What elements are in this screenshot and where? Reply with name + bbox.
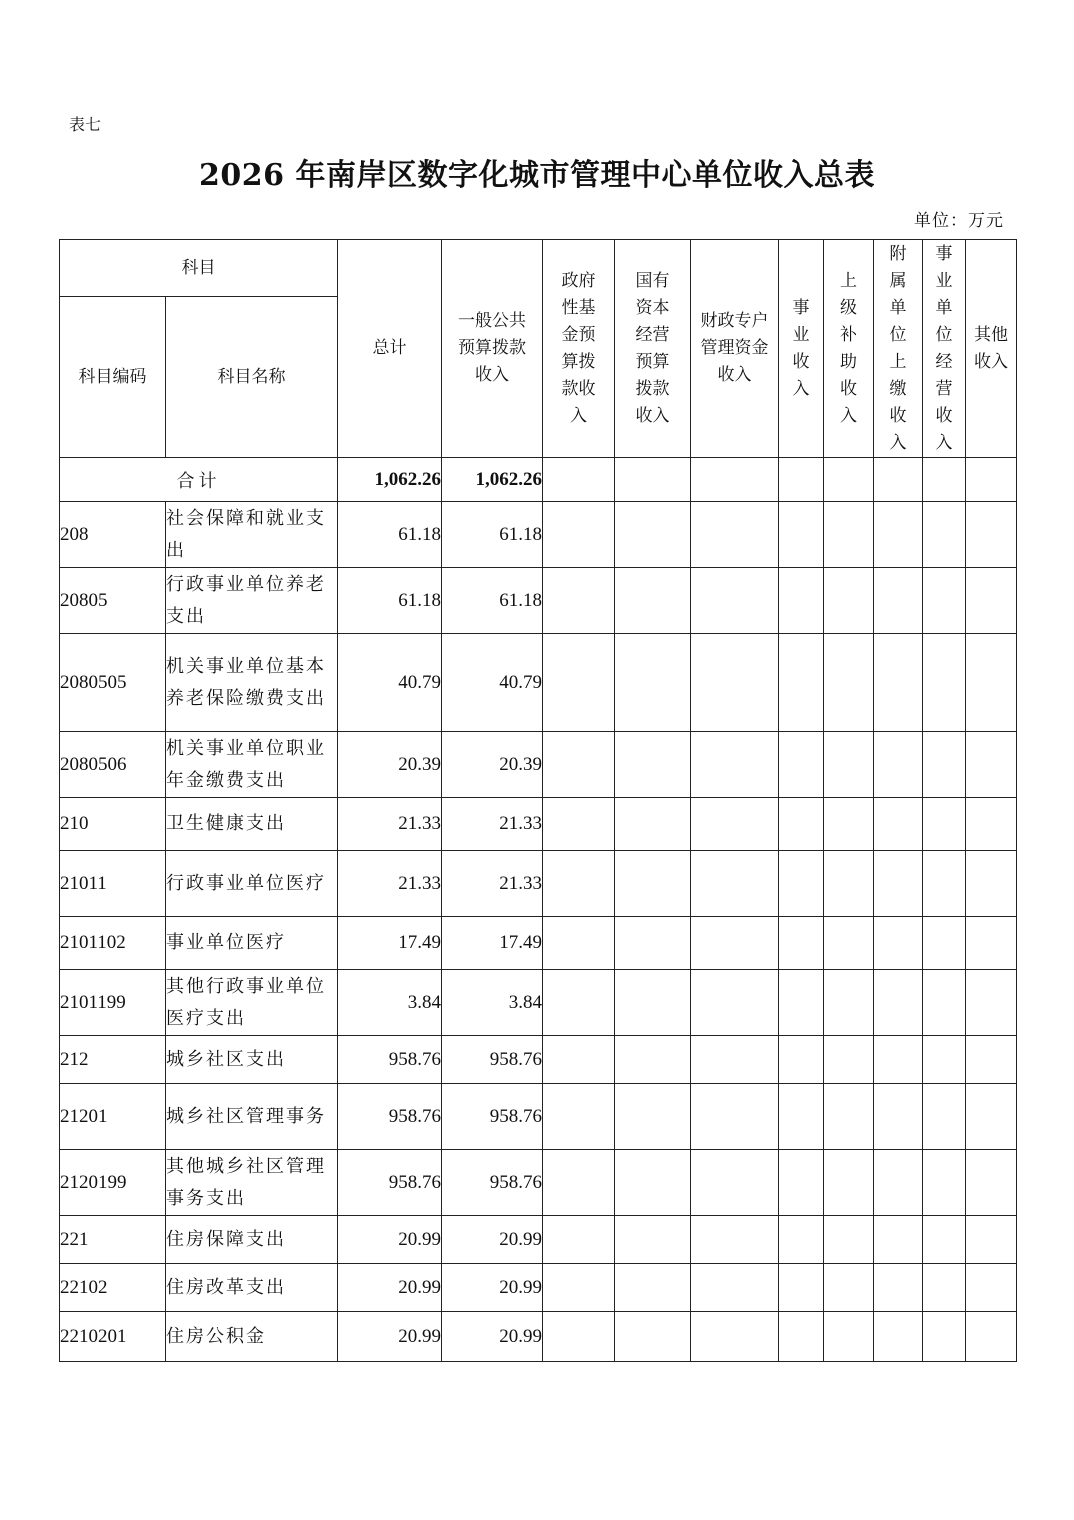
empty-cell (966, 1312, 1017, 1362)
row-code: 2120199 (60, 1150, 166, 1216)
row-code: 2101199 (60, 970, 166, 1036)
empty-cell (543, 917, 615, 970)
empty-cell (923, 732, 966, 798)
header-superior-subsidy-text: 上级补助收入 (840, 270, 857, 426)
header-name: 科目名称 (166, 297, 338, 458)
empty-cell (691, 1150, 779, 1216)
row-general-budget: 61.18 (442, 568, 543, 634)
empty-cell (691, 732, 779, 798)
total-general-budget: 1,062.26 (442, 458, 543, 502)
row-name: 其他行政事业单位医疗支出 (166, 970, 338, 1036)
header-affiliated-payment-text: 附属单位上缴收入 (889, 243, 907, 453)
empty-cell (615, 970, 691, 1036)
row-total: 20.39 (338, 732, 442, 798)
empty-cell (923, 1264, 966, 1312)
empty-cell (966, 970, 1017, 1036)
row-general-budget: 17.49 (442, 917, 543, 970)
empty-cell (543, 732, 615, 798)
empty-cell (824, 1084, 874, 1150)
empty-cell (923, 458, 966, 502)
empty-cell (779, 1312, 824, 1362)
empty-cell (966, 917, 1017, 970)
row-name: 机关事业单位职业年金缴费支出 (166, 732, 338, 798)
table-row (60, 568, 1017, 634)
row-general-budget: 21.33 (442, 798, 543, 851)
empty-cell (824, 502, 874, 568)
header-code (60, 297, 166, 458)
empty-cell (874, 1216, 923, 1264)
row-general-budget: 40.79 (442, 634, 543, 732)
empty-cell (923, 970, 966, 1036)
empty-cell (966, 1036, 1017, 1084)
total-total: 1,062.26 (338, 458, 442, 502)
empty-cell (966, 732, 1017, 798)
header-gov-fund (543, 240, 615, 458)
empty-cell (923, 1084, 966, 1150)
row-general-budget: 20.99 (442, 1264, 543, 1312)
empty-cell (779, 917, 824, 970)
empty-cell (923, 1312, 966, 1362)
row-code: 212 (60, 1036, 166, 1084)
empty-cell (874, 458, 923, 502)
empty-cell (874, 1084, 923, 1150)
empty-cell (615, 568, 691, 634)
row-name: 机关事业单位基本养老保险缴费支出 (166, 634, 338, 732)
empty-cell (923, 502, 966, 568)
empty-cell (874, 1150, 923, 1216)
row-name: 事业单位医疗 (166, 917, 338, 970)
row-general-budget: 20.99 (442, 1312, 543, 1362)
empty-cell (874, 917, 923, 970)
empty-cell (824, 1312, 874, 1362)
row-general-budget: 958.76 (442, 1084, 543, 1150)
empty-cell (923, 851, 966, 917)
row-total: 20.99 (338, 1264, 442, 1312)
row-total: 958.76 (338, 1084, 442, 1150)
table-row (60, 732, 1017, 798)
header-total-text: 总计 (372, 338, 407, 358)
row-name: 行政事业单位养老支出 (166, 568, 338, 634)
empty-cell (779, 970, 824, 1036)
empty-cell (923, 1216, 966, 1264)
empty-cell (543, 1036, 615, 1084)
empty-cell (779, 1036, 824, 1084)
empty-cell (874, 798, 923, 851)
row-total: 958.76 (338, 1036, 442, 1084)
empty-cell (543, 798, 615, 851)
empty-cell (615, 458, 691, 502)
table-row (60, 851, 1017, 917)
table-number: 表七 (69, 115, 102, 134)
empty-cell (615, 798, 691, 851)
row-code: 2080505 (60, 634, 166, 732)
header-total (338, 240, 442, 458)
table-row (60, 917, 1017, 970)
empty-cell (543, 1150, 615, 1216)
header-gov-fund-text: 政府性基金预算拨款收入 (561, 270, 596, 426)
header-other-income (966, 240, 1017, 458)
row-general-budget: 21.33 (442, 851, 543, 917)
empty-cell (966, 1264, 1017, 1312)
empty-cell (691, 458, 779, 502)
empty-cell (824, 917, 874, 970)
empty-cell (543, 568, 615, 634)
empty-cell (543, 634, 615, 732)
row-total: 40.79 (338, 634, 442, 732)
empty-cell (874, 851, 923, 917)
empty-cell (691, 917, 779, 970)
empty-cell (966, 634, 1017, 732)
row-name: 住房改革支出 (166, 1264, 338, 1312)
header-operating-income (923, 240, 966, 458)
row-code: 21011 (60, 851, 166, 917)
row-total: 21.33 (338, 851, 442, 917)
row-code: 208 (60, 502, 166, 568)
empty-cell (543, 458, 615, 502)
table-row (60, 1312, 1017, 1362)
empty-cell (543, 502, 615, 568)
empty-cell (779, 1150, 824, 1216)
empty-cell (966, 568, 1017, 634)
empty-cell (874, 568, 923, 634)
row-code: 20805 (60, 568, 166, 634)
empty-cell (923, 917, 966, 970)
empty-cell (966, 1150, 1017, 1216)
table-row (60, 1264, 1017, 1312)
row-code: 210 (60, 798, 166, 851)
empty-cell (691, 1216, 779, 1264)
header-business-income-text: 事业收入 (792, 297, 810, 399)
empty-cell (874, 970, 923, 1036)
table-row (60, 1084, 1017, 1150)
table-row (60, 1150, 1017, 1216)
row-name: 城乡社区支出 (166, 1036, 338, 1084)
row-general-budget: 20.39 (442, 732, 543, 798)
row-code: 2080506 (60, 732, 166, 798)
empty-cell (691, 1084, 779, 1150)
empty-cell (615, 917, 691, 970)
unit-label: 单位：万元 (914, 211, 1004, 231)
row-general-budget: 958.76 (442, 1036, 543, 1084)
header-subject: 科目 (60, 240, 338, 297)
row-total: 61.18 (338, 568, 442, 634)
empty-cell (824, 634, 874, 732)
header-state-capital (615, 240, 691, 458)
table-row (60, 1036, 1017, 1084)
empty-cell (779, 568, 824, 634)
empty-cell (824, 798, 874, 851)
empty-cell (691, 568, 779, 634)
empty-cell (824, 458, 874, 502)
empty-cell (691, 970, 779, 1036)
empty-cell (779, 851, 824, 917)
empty-cell (966, 502, 1017, 568)
row-general-budget: 61.18 (442, 502, 543, 568)
empty-cell (779, 798, 824, 851)
row-code: 2101102 (60, 917, 166, 970)
empty-cell (691, 851, 779, 917)
empty-cell (779, 458, 824, 502)
empty-cell (691, 1036, 779, 1084)
empty-cell (543, 1264, 615, 1312)
row-general-budget: 3.84 (442, 970, 543, 1036)
header-business-income (779, 240, 824, 458)
table-row (60, 1216, 1017, 1264)
row-code: 2210201 (60, 1312, 166, 1362)
row-general-budget: 20.99 (442, 1216, 543, 1264)
row-name: 城乡社区管理事务 (166, 1084, 338, 1150)
empty-cell (615, 851, 691, 917)
table-row (60, 970, 1017, 1036)
empty-cell (691, 502, 779, 568)
empty-cell (615, 634, 691, 732)
empty-cell (966, 1084, 1017, 1150)
header-affiliated-payment (874, 240, 923, 458)
empty-cell (824, 1264, 874, 1312)
empty-cell (824, 732, 874, 798)
row-total: 17.49 (338, 917, 442, 970)
row-total: 958.76 (338, 1150, 442, 1216)
empty-cell (615, 1264, 691, 1312)
row-total: 3.84 (338, 970, 442, 1036)
empty-cell (923, 634, 966, 732)
row-name: 其他城乡社区管理事务支出 (166, 1150, 338, 1216)
empty-cell (874, 502, 923, 568)
empty-cell (779, 1264, 824, 1312)
empty-cell (923, 1036, 966, 1084)
empty-cell (615, 1150, 691, 1216)
empty-cell (615, 1216, 691, 1264)
empty-cell (824, 1036, 874, 1084)
empty-cell (966, 798, 1017, 851)
table-body (60, 458, 1017, 1362)
empty-cell (966, 1216, 1017, 1264)
row-total: 21.33 (338, 798, 442, 851)
empty-cell (874, 1312, 923, 1362)
empty-cell (691, 634, 779, 732)
empty-cell (615, 1036, 691, 1084)
header-fiscal-account (691, 240, 779, 458)
row-code: 22102 (60, 1264, 166, 1312)
empty-cell (543, 1216, 615, 1264)
empty-cell (779, 634, 824, 732)
row-code: 221 (60, 1216, 166, 1264)
empty-cell (923, 1150, 966, 1216)
header-other-income-text: 其他收入 (974, 324, 1008, 372)
empty-cell (966, 851, 1017, 917)
row-total: 20.99 (338, 1312, 442, 1362)
empty-cell (543, 851, 615, 917)
page-title: 2026 年南岸区数字化城市管理中心单位收入总表 (199, 158, 875, 193)
empty-cell (779, 732, 824, 798)
table-row (60, 634, 1017, 732)
row-name: 卫生健康支出 (166, 798, 338, 851)
empty-cell (824, 1216, 874, 1264)
row-name: 住房保障支出 (166, 1216, 338, 1264)
empty-cell (543, 1312, 615, 1362)
empty-cell (691, 1312, 779, 1362)
table-row (60, 798, 1017, 851)
empty-cell (615, 1312, 691, 1362)
header-fiscal-account-text: 财政专户管理资金收入 (700, 311, 769, 385)
empty-cell (779, 1216, 824, 1264)
header-code-text: 科目编码 (78, 366, 147, 387)
empty-cell (543, 1084, 615, 1150)
header-general-budget-text: 一般公共预算拨款收入 (458, 311, 526, 385)
header-superior-subsidy (824, 240, 874, 458)
total-label: 合计 (60, 458, 338, 502)
total-row (60, 458, 1017, 502)
row-name: 行政事业单位医疗 (166, 851, 338, 917)
header-operating-income-text: 事业单位经营收入 (935, 243, 953, 453)
empty-cell (615, 1084, 691, 1150)
empty-cell (874, 634, 923, 732)
empty-cell (691, 1264, 779, 1312)
empty-cell (966, 458, 1017, 502)
table-row (60, 502, 1017, 568)
empty-cell (691, 798, 779, 851)
empty-cell (779, 1084, 824, 1150)
empty-cell (824, 1150, 874, 1216)
row-name: 住房公积金 (166, 1312, 338, 1362)
empty-cell (874, 1036, 923, 1084)
empty-cell (615, 732, 691, 798)
header-general-budget (442, 240, 543, 458)
empty-cell (923, 568, 966, 634)
row-code: 21201 (60, 1084, 166, 1150)
row-total: 61.18 (338, 502, 442, 568)
row-total: 20.99 (338, 1216, 442, 1264)
empty-cell (615, 502, 691, 568)
row-name: 社会保障和就业支出 (166, 502, 338, 568)
empty-cell (824, 568, 874, 634)
row-general-budget: 958.76 (442, 1150, 543, 1216)
income-table (59, 239, 1017, 1362)
empty-cell (824, 970, 874, 1036)
empty-cell (923, 798, 966, 851)
header-state-capital-text: 国有资本经营预算拨款收入 (635, 270, 670, 426)
empty-cell (824, 851, 874, 917)
empty-cell (543, 970, 615, 1036)
empty-cell (779, 502, 824, 568)
empty-cell (874, 732, 923, 798)
empty-cell (874, 1264, 923, 1312)
